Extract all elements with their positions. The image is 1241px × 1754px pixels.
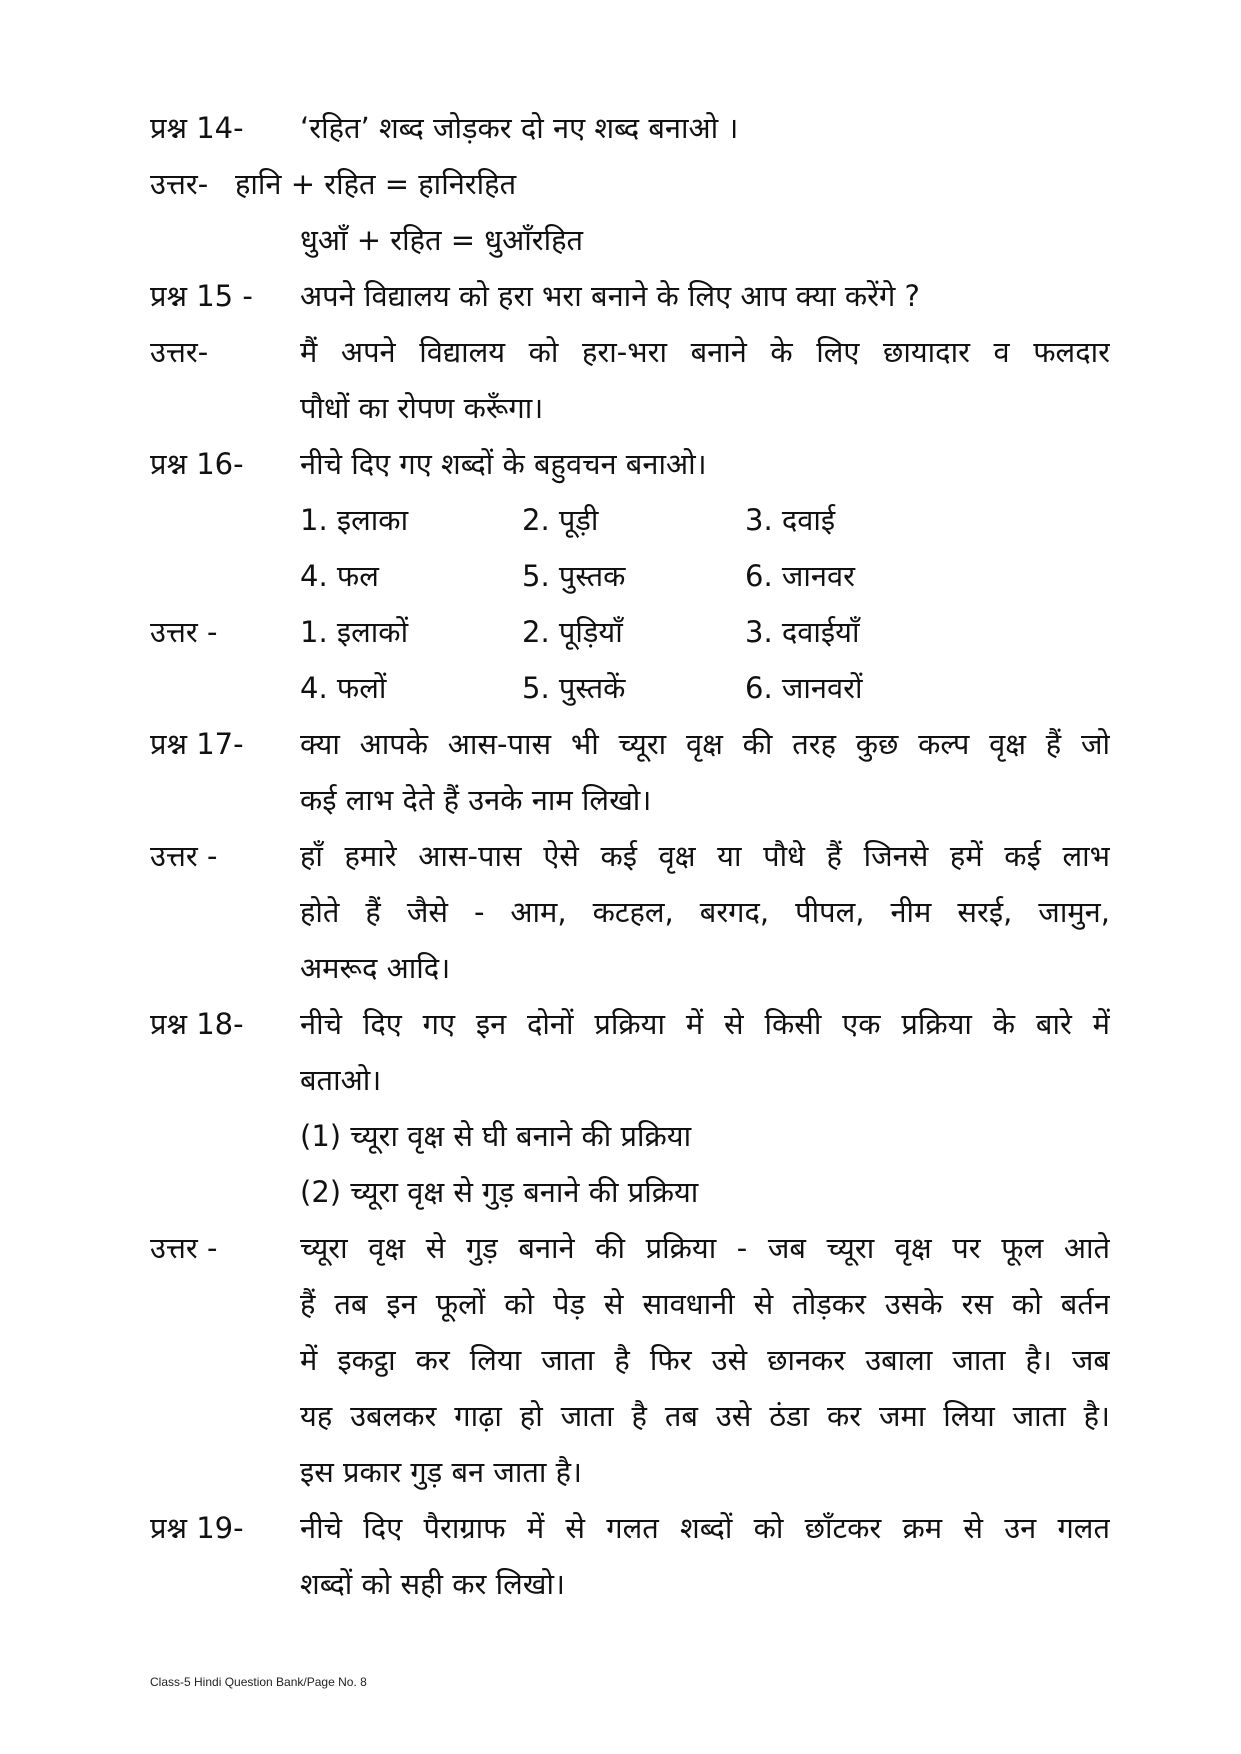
q18-answer-line-3: में इकट्ठा कर लिया जाता है फिर उसे छानकर उबाला जाता है। जब xyxy=(300,1343,1110,1377)
q16-answer-4: 4. फलों xyxy=(300,671,387,705)
q17-answer-line-2: होते हैं जैसे - आम, कटहल, बरगद, पीपल, नीम सरई, जामुन, xyxy=(300,895,1110,929)
q18-answer-line-2: हैं तब इन फूलों को पेड़ से सावधानी से तोड़कर उसके रस को बर्तन xyxy=(300,1287,1110,1321)
q19-question-line-1: नीचे दिए पैराग्राफ में से गलत शब्दों को छाँटकर क्रम से उन गलत xyxy=(300,1511,1110,1545)
q18-answer-line-1: च्यूरा वृक्ष से गुड़ बनाने की प्रक्रिया - जब च्यूरा वृक्ष पर फूल आते xyxy=(300,1231,1110,1265)
q16-answer-6: 6. जानवरों xyxy=(745,671,863,705)
q14-answer-1: हानि + रहित = हानिरहित xyxy=(235,167,517,201)
q16-answer-1: 1. इलाकों xyxy=(300,615,409,649)
q16-word-6: 6. जानवर xyxy=(745,559,855,593)
q17-question-line-1: क्या आपके आस-पास भी च्यूरा वृक्ष की तरह कुछ कल्प वृक्ष हैं जो xyxy=(300,727,1110,761)
q16-answer-2: 2. पूड़ियाँ xyxy=(522,615,623,649)
q18-answer-line-4: यह उबलकर गाढ़ा हो जाता है तब उसे ठंडा कर जमा लिया जाता है। xyxy=(300,1399,1110,1433)
q18-option-2: (2) च्यूरा वृक्ष से गुड़ बनाने की प्रक्रिया xyxy=(300,1175,699,1209)
q19-question-line-2: शब्दों को सही कर लिखो। xyxy=(300,1567,565,1601)
q16-label: प्रश्न 16- xyxy=(150,447,244,481)
q17-label: प्रश्न 17- xyxy=(150,727,244,761)
q16-word-5: 5. पुस्तक xyxy=(522,559,626,593)
q15-answer-label: उत्तर- xyxy=(150,335,209,369)
q16-answer-3: 3. दवाईयाँ xyxy=(745,615,860,649)
q18-option-1: (1) च्यूरा वृक्ष से घी बनाने की प्रक्रिया xyxy=(300,1119,692,1153)
q17-answer-label: उत्तर - xyxy=(150,839,218,873)
q18-question-line-2: बताओ। xyxy=(300,1063,382,1097)
q15-answer-line-2: पौधों का रोपण करूँगा। xyxy=(300,391,544,425)
q18-answer-label: उत्तर - xyxy=(150,1231,218,1265)
page-footer: Class-5 Hindi Question Bank/Page No. 8 xyxy=(150,1675,367,1689)
q14-answer-label: उत्तर- xyxy=(150,167,209,201)
q15-question: अपने विद्यालय को हरा भरा बनाने के लिए आप क्या करेंगे ? xyxy=(300,279,920,313)
q16-word-2: 2. पूड़ी xyxy=(522,503,599,537)
q16-word-4: 4. फल xyxy=(300,559,379,593)
q18-question-line-1: नीचे दिए गए इन दोनों प्रक्रिया में से किसी एक प्रक्रिया के बारे में xyxy=(300,1007,1110,1041)
q15-label: प्रश्न 15 - xyxy=(150,279,253,313)
q14-question: ‘रहित’ शब्द जोड़कर दो नए शब्द बनाओ । xyxy=(300,111,739,145)
q14-answer-2: धुआँ + रहित = धुआँरहित xyxy=(300,223,584,257)
q17-answer-line-3: अमरूद आदि। xyxy=(300,951,451,985)
q17-question-line-2: कई लाभ देते हैं उनके नाम लिखो। xyxy=(300,783,652,817)
q14-label: प्रश्न 14- xyxy=(150,111,244,145)
q15-answer-line-1: मैं अपने विद्यालय को हरा-भरा बनाने के लिए छायादार व फलदार xyxy=(300,335,1110,369)
q18-answer-line-5: इस प्रकार गुड़ बन जाता है। xyxy=(300,1455,583,1489)
q16-answer-label: उत्तर - xyxy=(150,615,218,649)
q16-answer-5: 5. पुस्तकें xyxy=(522,671,626,705)
q19-label: प्रश्न 19- xyxy=(150,1511,244,1545)
q16-word-1: 1. इलाका xyxy=(300,503,409,537)
q16-question: नीचे दिए गए शब्दों के बहुवचन बनाओ। xyxy=(300,447,707,481)
q16-word-3: 3. दवाई xyxy=(745,503,836,537)
q18-label: प्रश्न 18- xyxy=(150,1007,244,1041)
q17-answer-line-1: हाँ हमारे आस-पास ऐसे कई वृक्ष या पौधे हैं जिनसे हमें कई लाभ xyxy=(300,839,1110,873)
